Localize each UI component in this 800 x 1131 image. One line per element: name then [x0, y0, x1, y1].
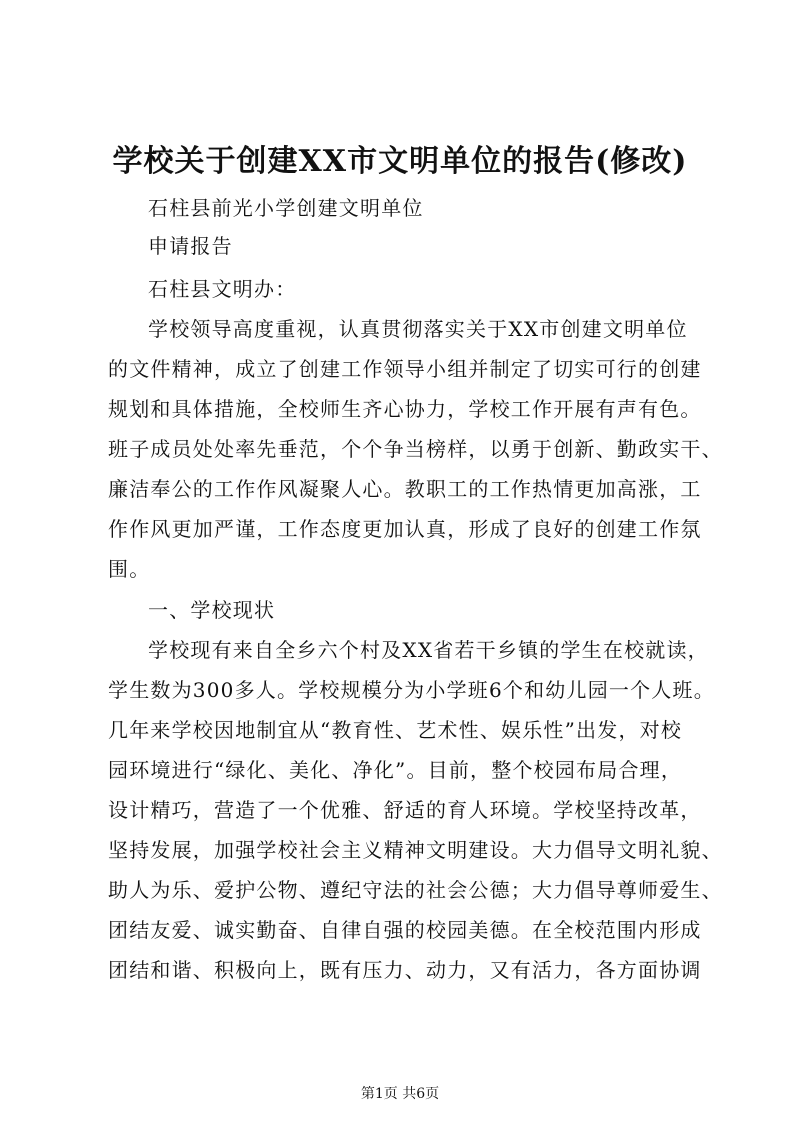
page-footer: 第1页 共6页	[360, 1086, 440, 1102]
paragraph-line: 的文件精神，成立了创建工作领导小组并制定了切实可行的创建	[108, 357, 702, 381]
paragraph-line: 坚持发展，加强学校社会主义精神文明建设。大力倡导文明礼貌、	[108, 838, 723, 862]
paragraph-line: 团结和谐、积极向上，既有压力、动力，又有活力，各方面协调	[108, 958, 702, 982]
salutation: 石柱县文明办：	[148, 277, 297, 301]
subtitle-line-2: 申请报告	[148, 234, 233, 258]
document-title: 学校关于创建XX市文明单位的报告(修改)	[112, 144, 688, 179]
paragraph-line: 园环境进行“绿化、美化、净化”。目前，整个校园布局合理，	[108, 758, 683, 782]
section-heading: 一、学校现状	[148, 598, 276, 622]
paragraph-line: 学校现有来自全乡六个村及XX省若干乡镇的学生在校就读，	[148, 638, 709, 662]
paragraph-line: 班子成员处处率先垂范，个个争当榜样，以勇于创新、勤政实干、	[108, 437, 723, 461]
subtitle-line-1: 石柱县前光小学创建文明单位	[148, 196, 424, 220]
paragraph-line: 廉洁奉公的工作作风凝聚人心。教职工的工作热情更加高涨，工	[108, 477, 702, 501]
paragraph-line: 学校领导高度重视，认真贯彻落实关于XX市创建文明单位	[148, 317, 688, 341]
paragraph-line: 作作风更加严谨，工作态度更加认真，形成了良好的创建工作氛	[108, 517, 702, 541]
paragraph-line: 几年来学校因地制宜从“教育性、艺术性、娱乐性”出发，对校	[108, 718, 683, 742]
paragraph-line: 围。	[108, 557, 151, 581]
paragraph-line: 助人为乐、爱护公物、遵纪守法的社会公德；大力倡导尊师爱生、	[108, 878, 723, 902]
paragraph-line: 团结友爱、诚实勤奋、自律自强的校园美德。在全校范围内形成	[108, 918, 702, 942]
paragraph-line: 学生数为300多人。学校规模分为小学班6个和幼儿园一个人班。	[108, 678, 715, 702]
paragraph-line: 规划和具体措施，全校师生齐心协力，学校工作开展有声有色。	[108, 397, 702, 421]
paragraph-line: 设计精巧，营造了一个优雅、舒适的育人环境。学校坚持改革，	[108, 798, 702, 822]
